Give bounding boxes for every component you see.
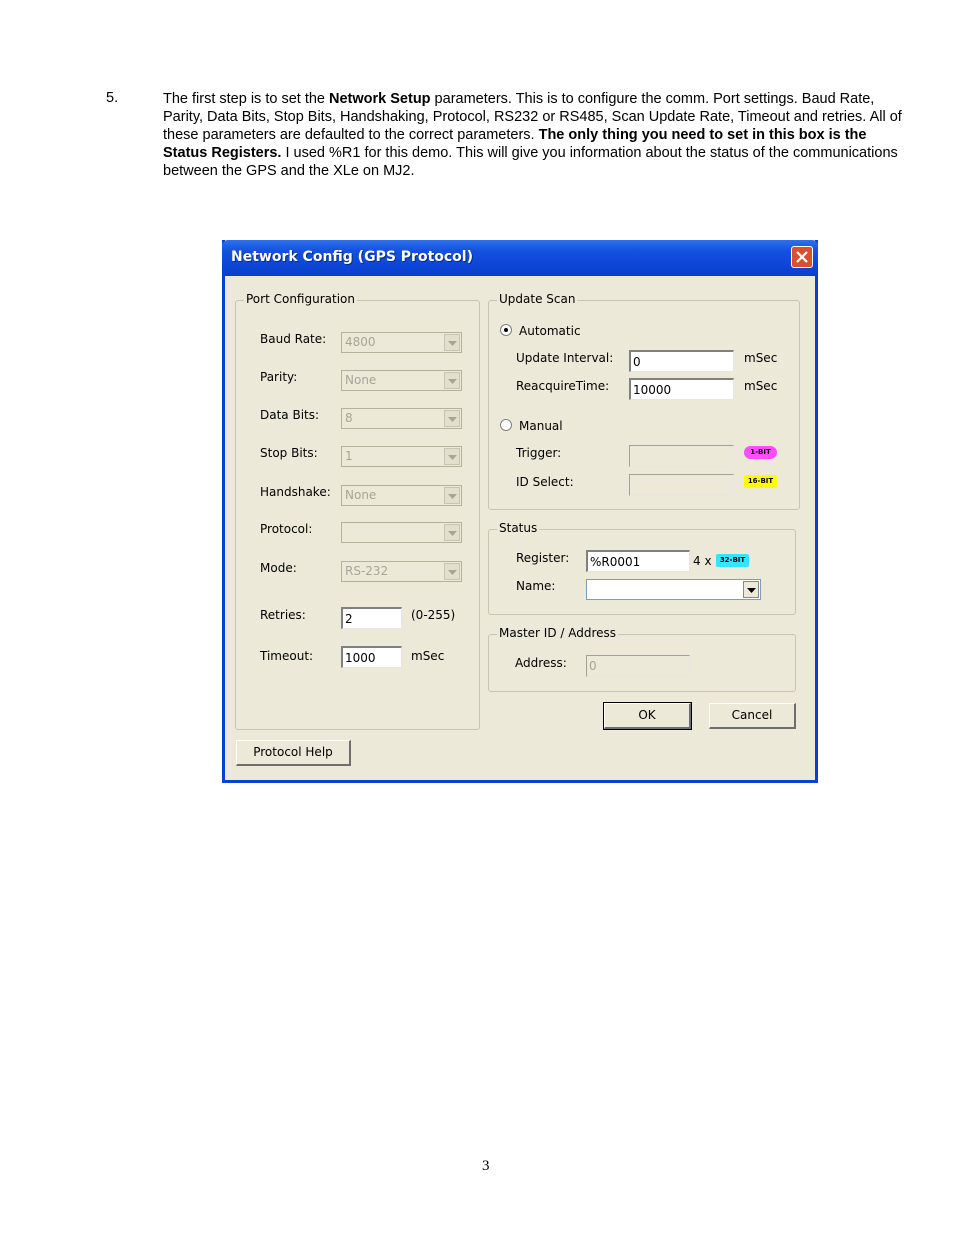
chevron-down-icon — [444, 410, 460, 427]
dialog-title: Network Config (GPS Protocol) — [231, 249, 473, 265]
protocol-label: Protocol: — [260, 522, 313, 536]
thirty-two-bit-badge: 32-BIT — [716, 554, 749, 567]
title-bar — [222, 240, 818, 276]
reacquire-time-unit: mSec — [744, 379, 778, 393]
address-input[interactable]: 0 — [586, 655, 690, 677]
update-interval-input[interactable]: 0 — [629, 350, 734, 372]
stop-bits-value: 1 — [345, 449, 353, 463]
chevron-down-icon — [743, 581, 759, 598]
retries-label: Retries: — [260, 608, 306, 622]
step-instructions: The first step is to set the Network Setup parameters. This is to configure the comm. Port settings. Baud Rate, Parity, Data Bits, Stop Bits, Handshaking, Protocol, RS232 or RS485, Scan Update Rate, Timeout and retries. All of these parameters are defaulted to the correct parameters. The only thing you need to set in this box is the Status Registers. I used %R1 for this demo. This will give you information about the status of the communications between the GPS and the XLe on MJ2. — [163, 91, 902, 179]
status-title: Status — [499, 521, 538, 535]
update-interval-label: Update Interval: — [516, 351, 614, 365]
chevron-down-icon — [444, 563, 460, 580]
parity-label: Parity: — [260, 370, 298, 384]
one-bit-badge: 1-BIT — [744, 446, 777, 459]
timeout-unit: mSec — [411, 649, 445, 663]
handshake-value: None — [345, 488, 377, 502]
handshake-label: Handshake: — [260, 485, 331, 499]
reacquire-time-label: ReacquireTime: — [516, 379, 610, 393]
stop-bits-select[interactable] — [341, 446, 462, 467]
chevron-down-icon — [444, 524, 460, 541]
baud-rate-select[interactable] — [341, 332, 462, 353]
id-select-input[interactable] — [629, 474, 734, 496]
data-bits-value: 8 — [345, 411, 353, 425]
mode-value: RS-232 — [345, 564, 389, 578]
data-bits-select[interactable] — [341, 408, 462, 429]
parity-value: None — [345, 373, 377, 387]
step-number: 5. — [106, 90, 119, 106]
retries-input[interactable]: 2 — [341, 607, 402, 629]
update-scan-title: Update Scan — [499, 292, 576, 306]
address-label: Address: — [515, 656, 567, 670]
baud-rate-label: Baud Rate: — [260, 332, 327, 346]
register-multiplier: 4 x — [693, 554, 712, 568]
timeout-input[interactable]: 1000 — [341, 646, 402, 668]
parity-select[interactable] — [341, 370, 462, 391]
register-label: Register: — [516, 551, 570, 565]
register-input[interactable]: %R0001 — [586, 550, 690, 572]
cancel-button[interactable]: Cancel — [709, 703, 796, 729]
mode-label: Mode: — [260, 561, 297, 575]
chevron-down-icon — [444, 372, 460, 389]
chevron-down-icon — [444, 487, 460, 504]
protocol-select[interactable] — [341, 522, 462, 543]
baud-rate-value: 4800 — [345, 335, 376, 349]
protocol-help-button[interactable]: Protocol Help — [236, 740, 351, 766]
stop-bits-label: Stop Bits: — [260, 446, 318, 460]
automatic-radio[interactable] — [500, 324, 512, 336]
ok-button[interactable]: OK — [604, 703, 691, 729]
mode-select[interactable] — [341, 561, 462, 582]
chevron-down-icon — [444, 448, 460, 465]
port-configuration-title: Port Configuration — [246, 292, 355, 306]
trigger-label: Trigger: — [516, 446, 562, 460]
handshake-select[interactable] — [341, 485, 462, 506]
close-button[interactable] — [791, 246, 813, 268]
data-bits-label: Data Bits: — [260, 408, 320, 422]
radio-selected-dot — [504, 328, 508, 332]
automatic-label: Automatic — [519, 324, 581, 338]
update-interval-unit: mSec — [744, 351, 778, 365]
timeout-label: Timeout: — [260, 649, 314, 663]
reacquire-time-input[interactable]: 10000 — [629, 378, 734, 400]
name-label: Name: — [516, 579, 556, 593]
manual-radio[interactable] — [500, 419, 512, 431]
page-number: 3 — [482, 1158, 490, 1174]
status-group — [488, 521, 796, 615]
chevron-down-icon — [444, 334, 460, 351]
retries-range: (0-255) — [411, 608, 456, 622]
id-select-label: ID Select: — [516, 475, 574, 489]
master-id-title: Master ID / Address — [499, 626, 617, 640]
sixteen-bit-badge: 16-BIT — [744, 475, 777, 488]
manual-label: Manual — [519, 419, 563, 433]
trigger-input[interactable] — [629, 445, 734, 467]
network-config-dialog — [222, 240, 818, 783]
name-select[interactable] — [586, 579, 761, 600]
close-icon — [796, 251, 808, 263]
